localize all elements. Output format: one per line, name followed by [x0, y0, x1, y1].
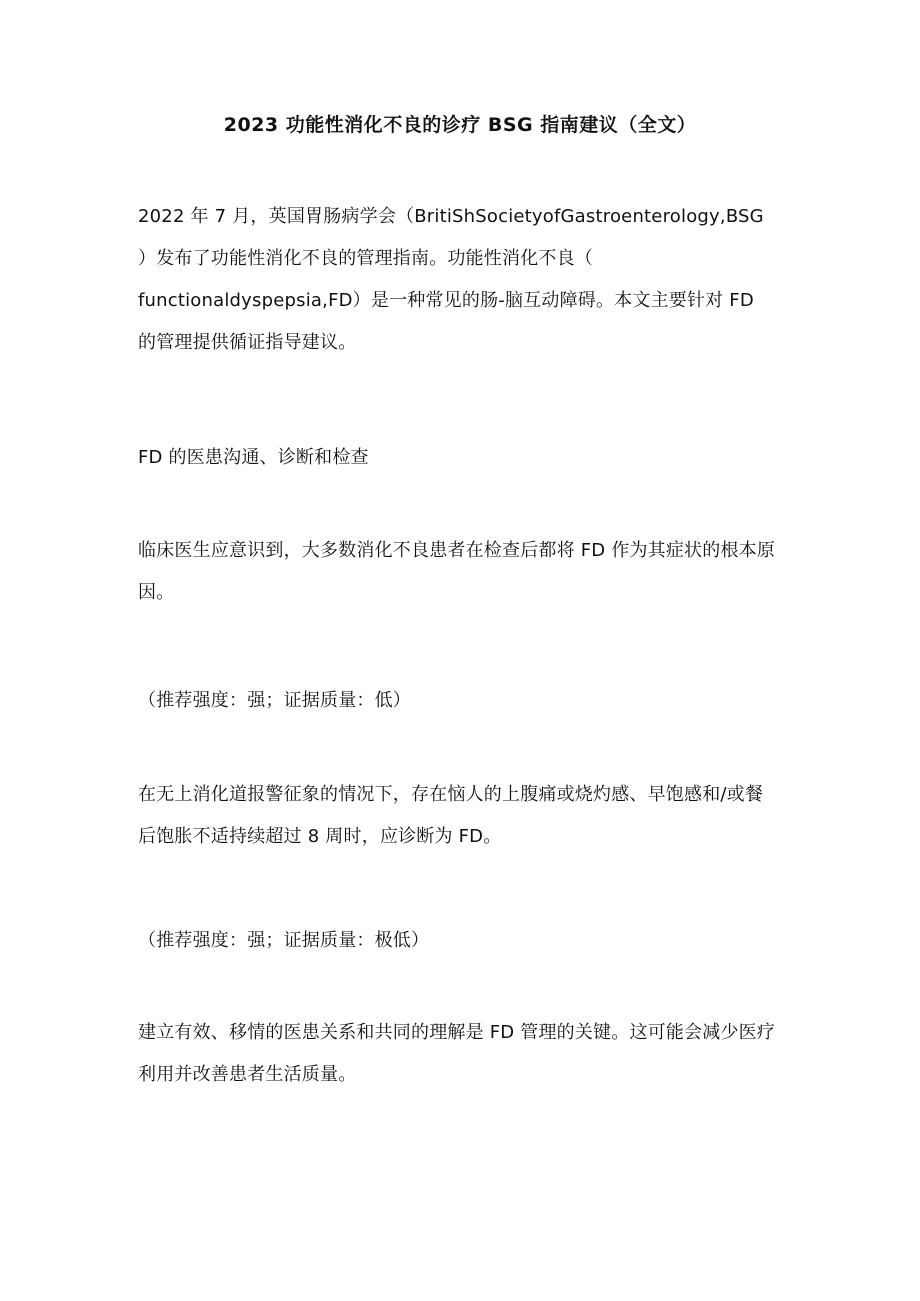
recommendation-3-line: 建立有效、移情的医患关系和共同的理解是 FD 管理的关键。这可能会减少医疗: [138, 1022, 776, 1043]
recommendation-3-line: 利用并改善患者生活质量。: [138, 1064, 357, 1085]
intro-line: ）发布了功能性消化不良的管理指南。功能性消化不良（: [138, 248, 593, 269]
recommendation-3-paragraph: [138, 1012, 788, 1096]
recommendation-2-line: 后饱胀不适持续超过 8 周时，应诊断为 FD。: [138, 826, 502, 847]
recommendation-1-line: 因。: [138, 582, 175, 603]
recommendation-1-paragraph: [138, 530, 788, 614]
recommendation-2-line: 在无上消化道报警征象的情况下，存在恼人的上腹痛或烧灼感、早饱感和/或餐: [138, 784, 764, 805]
recommendation-1-strength: （推荐强度：强；证据质量：低）: [138, 690, 411, 711]
intro-line: functionaldyspepsia,FD）是一种常见的肠-脑互动障碍。本文主要针对 FD: [138, 290, 754, 311]
recommendation-2-paragraph: [138, 774, 788, 858]
intro-line: 2022 年 7 月，英国胃肠病学会（BritiShSocietyofGastroenterology,BSG: [138, 206, 764, 227]
intro-line: 的管理提供循证指导建议。: [138, 332, 357, 353]
recommendation-2-strength: （推荐强度：强；证据质量：极低）: [138, 930, 430, 951]
intro-paragraph: [138, 196, 788, 364]
document-title: 2023 功能性消化不良的诊疗 BSG 指南建议（全文）: [223, 114, 697, 136]
section-heading: FD 的医患沟通、诊断和检查: [138, 447, 369, 468]
recommendation-1-line: 临床医生应意识到，大多数消化不良患者在检查后都将 FD 作为其症状的根本原: [138, 540, 776, 561]
